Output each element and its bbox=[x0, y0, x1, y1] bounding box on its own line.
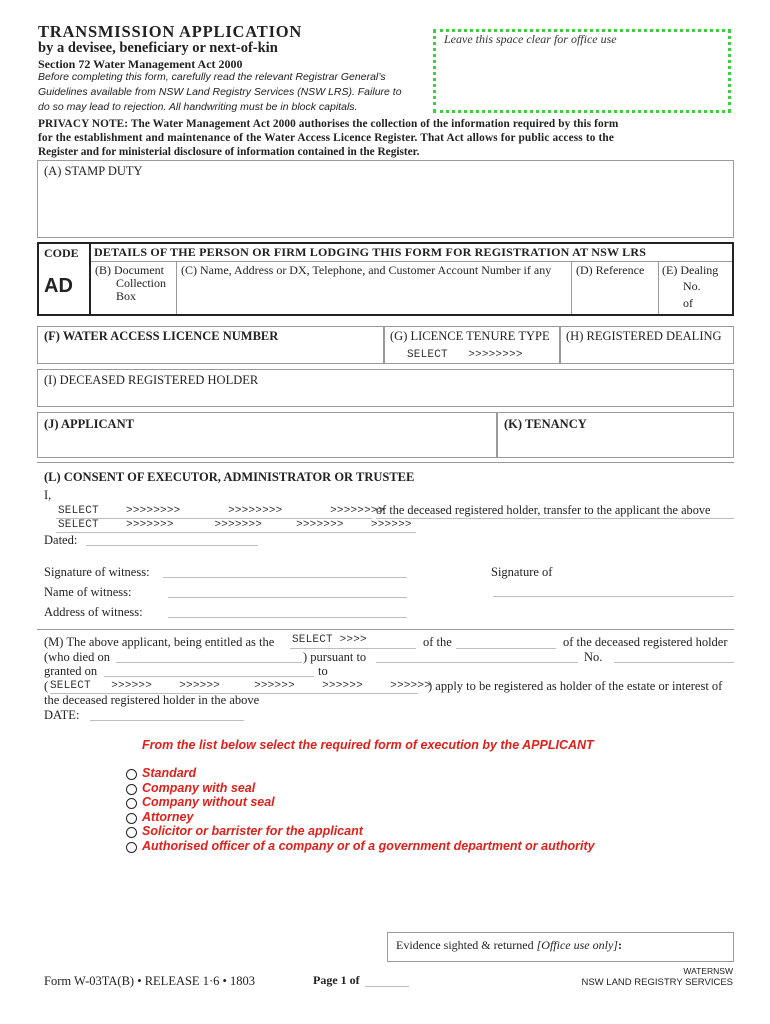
lodging-heading: DETAILS OF THE PERSON OR FIRM LODGING THIS FORM FOR REGISTRATION AT NSW LRS bbox=[94, 245, 647, 259]
select-arrows: >>>>>>>> bbox=[468, 349, 523, 361]
document-collection-box-label-3: Box bbox=[116, 289, 137, 303]
dated-label: Dated: bbox=[44, 533, 78, 547]
registered-dealing-field[interactable] bbox=[560, 326, 734, 364]
applicant-field[interactable] bbox=[37, 412, 497, 458]
radio-attorney[interactable] bbox=[126, 813, 137, 824]
code-label: CODE bbox=[44, 246, 79, 260]
select-arrows: >>>>>> bbox=[370, 519, 412, 531]
deceased-holder-above-text: the deceased registered holder in the above bbox=[44, 693, 260, 707]
radio-standard[interactable] bbox=[126, 769, 137, 780]
witness-address-field[interactable] bbox=[168, 617, 407, 618]
lodging-details-box bbox=[37, 242, 734, 316]
page-number-label: Page 1 of bbox=[313, 973, 360, 987]
of-the-label: of the bbox=[423, 635, 452, 649]
signer-signature-field[interactable] bbox=[493, 596, 734, 597]
page-total-field[interactable] bbox=[365, 986, 409, 987]
office-use-label: Leave this space clear for office use bbox=[444, 32, 617, 46]
document-collection-box-label-2: Collection bbox=[116, 276, 166, 290]
select-arrows: >>>>>> bbox=[322, 680, 363, 692]
select-arrows: >>>>>>>> bbox=[126, 505, 181, 517]
evidence-label-colon: : bbox=[617, 938, 622, 952]
dealing-number-label-2: No. bbox=[683, 279, 701, 293]
pursuant-to-label: ) pursuant to bbox=[303, 650, 367, 664]
instructions-line-2: Guidelines available from NSW Land Registry Services (NSW LRS). Failure to bbox=[38, 86, 402, 98]
water-access-licence-label: (F) WATER ACCESS LICENCE NUMBER bbox=[44, 329, 279, 343]
water-access-licence-field[interactable] bbox=[37, 326, 384, 364]
select-arrows: >>>>>>>> bbox=[330, 505, 385, 517]
licence-tenure-type-label: (G) LICENCE TENURE TYPE bbox=[390, 329, 550, 343]
option-solicitor: Solicitor or barrister for the applicant bbox=[142, 824, 363, 838]
licence-tenure-type-field bbox=[384, 326, 560, 364]
instructions-line-3: do so may lead to rejection. All handwriting must be in block capitals. bbox=[38, 101, 358, 113]
evidence-label-text: Evidence sighted & returned bbox=[396, 938, 537, 952]
privacy-note-line-1: PRIVACY NOTE: The Water Management Act 2000 authorises the collection of the information required by this form bbox=[38, 118, 619, 130]
select-arrows: >>>>>>>> bbox=[228, 505, 283, 517]
evidence-label bbox=[396, 938, 622, 953]
open-paren: ( bbox=[44, 679, 49, 693]
select-arrows: >>>>>>> bbox=[214, 519, 263, 531]
licence-tenure-type-select[interactable] bbox=[407, 349, 523, 361]
option-standard: Standard bbox=[142, 766, 197, 780]
witness-signature-label: Signature of witness: bbox=[44, 565, 150, 579]
number-label: No. bbox=[584, 650, 603, 664]
radio-company-without-seal[interactable] bbox=[126, 798, 137, 809]
select-text: SELECT bbox=[58, 519, 99, 531]
date-label: DATE: bbox=[44, 708, 80, 722]
dealing-number-label-3: of bbox=[683, 296, 693, 310]
witness-name-label: Name of witness: bbox=[44, 585, 132, 599]
deceased-holder-label: (I) DECEASED REGISTERED HOLDER bbox=[44, 373, 259, 387]
dealing-number-label: (E) Dealing bbox=[662, 263, 719, 277]
stamp-duty-field[interactable] bbox=[37, 160, 734, 238]
execution-prompt: From the list below select the required form of execution by the APPLICANT bbox=[142, 738, 594, 752]
consent-label: (L) CONSENT OF EXECUTOR, ADMINISTRATOR OR TRUSTEE bbox=[44, 470, 415, 484]
witness-signature-field[interactable] bbox=[163, 577, 407, 578]
died-on-label: (who died on bbox=[44, 650, 110, 664]
entitlement-select[interactable]: SELECT >>>> bbox=[292, 634, 367, 646]
office-use-box bbox=[433, 29, 731, 113]
reference-label: (D) Reference bbox=[576, 263, 645, 277]
option-company-with-seal: Company with seal bbox=[142, 781, 256, 795]
consent-select-row-2[interactable] bbox=[58, 519, 412, 531]
pursuant-to-field[interactable] bbox=[376, 662, 578, 663]
privacy-note-line-2: for the establishment and maintenance of the Water Access Licence Register. That Act allows for public access to the bbox=[38, 132, 615, 144]
instructions-line-1: Before completing this form, carefully read the relevant Registrar General’s bbox=[38, 71, 386, 83]
applicant-label: (J) APPLICANT bbox=[44, 417, 134, 431]
option-company-without-seal: Company without seal bbox=[142, 795, 275, 809]
select-text: SELECT bbox=[407, 349, 448, 361]
option-authorised-officer: Authorised officer of a company or of a government department or authority bbox=[142, 839, 595, 853]
evidence-box bbox=[387, 932, 734, 962]
select-arrows: >>>>>> bbox=[111, 680, 153, 692]
code-value: AD bbox=[44, 275, 73, 297]
witness-name-field[interactable] bbox=[168, 597, 407, 598]
tenancy-label: (K) TENANCY bbox=[504, 417, 587, 431]
footer-org-waternsw: WATERNSW bbox=[683, 966, 733, 976]
number-field[interactable] bbox=[614, 662, 734, 663]
capacity-field[interactable] bbox=[456, 648, 556, 649]
consent-transfer-text: of the deceased registered holder, transfer to the applicant the above bbox=[376, 503, 711, 517]
consent-i-label: I, bbox=[44, 488, 52, 502]
signature-of-label: Signature of bbox=[491, 565, 553, 579]
consent-section bbox=[37, 462, 734, 626]
document-collection-box-label: (B) Document bbox=[95, 263, 164, 277]
date-field[interactable] bbox=[90, 720, 244, 721]
dated-field[interactable] bbox=[86, 545, 258, 546]
tenancy-field[interactable] bbox=[497, 412, 734, 458]
radio-authorised-officer[interactable] bbox=[126, 842, 137, 853]
granted-on-field[interactable] bbox=[104, 676, 314, 677]
form-title: TRANSMISSION APPLICATION bbox=[38, 22, 303, 41]
option-attorney: Attorney bbox=[142, 810, 194, 824]
select-text: SELECT bbox=[58, 505, 99, 517]
evidence-label-italic: [Office use only] bbox=[536, 938, 618, 952]
granted-on-label: granted on bbox=[44, 664, 98, 678]
deceased-holder-text: of the deceased registered holder bbox=[563, 635, 728, 649]
registered-dealing-label: (H) REGISTERED DEALING bbox=[566, 329, 722, 343]
act-reference: Section 72 Water Management Act 2000 bbox=[38, 57, 243, 71]
footer-org-nsw-lrs: NSW LAND REGISTRY SERVICES bbox=[581, 977, 733, 988]
form-subtitle: by a devisee, beneficiary or next-of-kin bbox=[38, 40, 278, 56]
radio-company-with-seal[interactable] bbox=[126, 784, 137, 795]
died-on-field[interactable] bbox=[116, 662, 302, 663]
radio-solicitor[interactable] bbox=[126, 827, 137, 838]
deceased-holder-field[interactable] bbox=[37, 369, 734, 407]
select-arrows: >>>>>>> bbox=[126, 519, 174, 531]
witness-address-label: Address of witness: bbox=[44, 605, 143, 619]
applicant-entitlement-text: (M) The above applicant, being entitled as the bbox=[44, 635, 275, 649]
granted-to-label: to bbox=[318, 664, 328, 678]
select-arrows: >>>>>> bbox=[254, 680, 295, 692]
privacy-note-line-3: Register and for ministerial disclosure of information contained in the Register. bbox=[38, 146, 420, 158]
select-arrows: >>>>>> bbox=[179, 680, 221, 692]
select-text: SELECT bbox=[50, 680, 91, 692]
consent-select-row-1[interactable] bbox=[58, 505, 385, 517]
stamp-duty-label: (A) STAMP DUTY bbox=[44, 164, 143, 178]
lodger-name-address-label: (C) Name, Address or DX, Telephone, and Customer Account Number if any bbox=[181, 263, 552, 277]
applicant-capacity-select[interactable] bbox=[50, 680, 431, 692]
apply-to-register-text: ) apply to be registered as holder of the estate or interest of bbox=[428, 679, 723, 693]
form-number: Form W-03TA(B) • RELEASE 1·6 • 1803 bbox=[44, 974, 255, 988]
select-arrows: >>>>>>> bbox=[296, 519, 344, 531]
select-arrows: >>>>>> bbox=[390, 680, 431, 692]
